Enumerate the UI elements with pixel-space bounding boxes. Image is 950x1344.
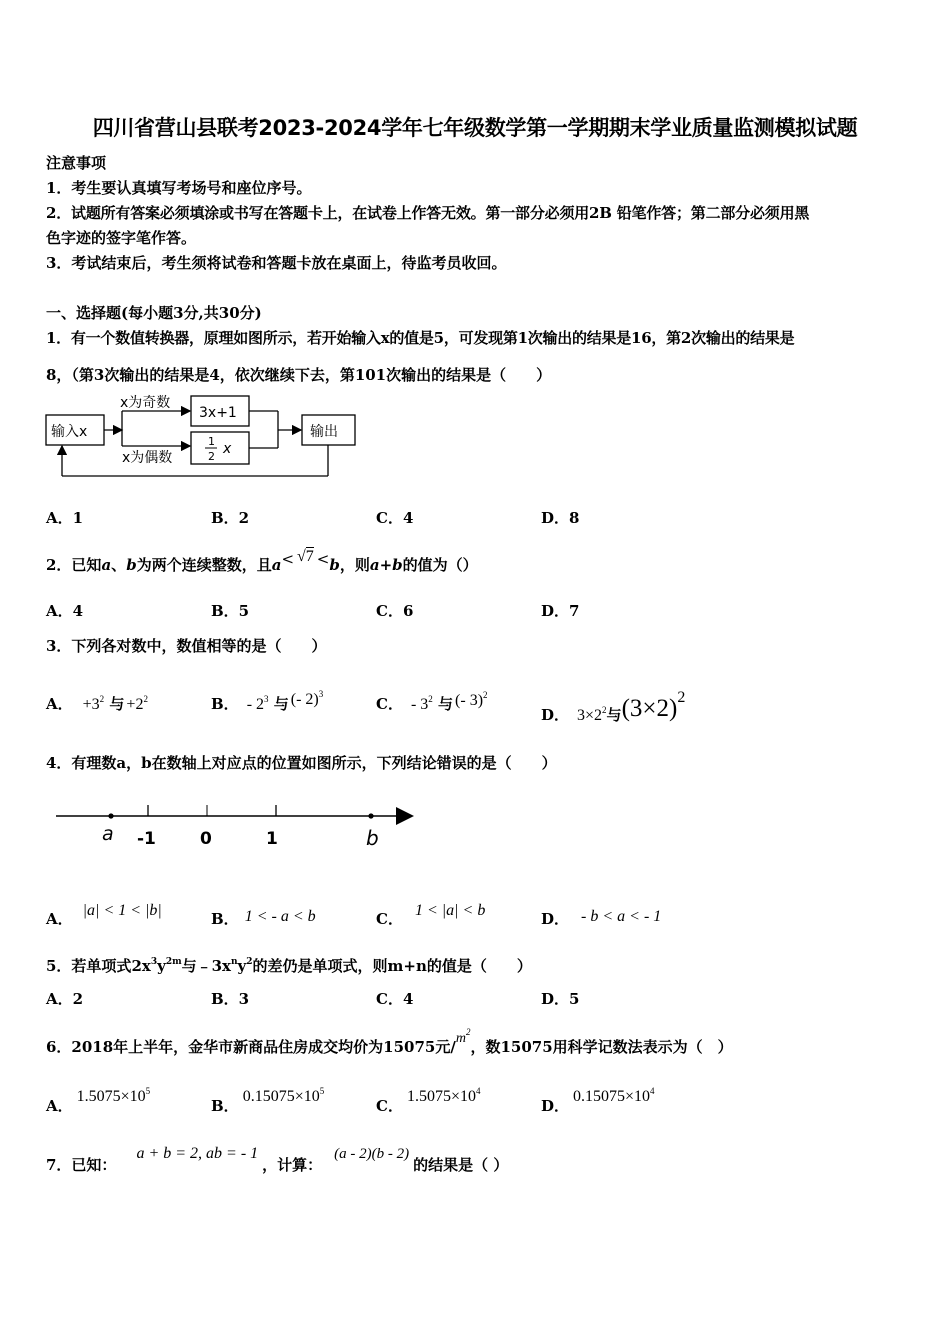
label-minus-1: -1 xyxy=(137,829,156,849)
q3-option-d: D． $3\times 2^2$与$(3\times 2)^2$ xyxy=(541,689,686,724)
question-6: 6．2018年上半年，金华市新商品住房成交均价为15075元$/m^2$，数15075用科学记数法表示为（ ） xyxy=(46,1027,733,1056)
q6-option-b: B．$0.15075\times 10^5$ xyxy=(211,1086,325,1115)
q5-option-d: D．5 xyxy=(541,990,580,1008)
q2-option-b: B．5 xyxy=(211,602,250,620)
q5-option-a: A．2 xyxy=(46,990,84,1008)
q2-option-a: A．4 xyxy=(46,602,84,620)
q2-text: 、 xyxy=(111,556,127,574)
even-condition-label: x为偶数 xyxy=(122,450,173,466)
q5-option-b: B．3 xyxy=(211,990,250,1008)
q3-option-c: C． - $3^2$ 与 (- 3)$^2$ xyxy=(376,690,488,713)
question-4: 4．有理数a，b在数轴上对应点的位置如图所示，下列结论错误的是（ ） xyxy=(46,754,557,772)
sqrt-7: √7 xyxy=(297,548,314,565)
q2-var-b: b xyxy=(329,556,340,574)
number-line-arrow xyxy=(396,807,414,825)
question-1-line-1: 1．有一个数值转换器，原理如图所示，若开始输入x的值是5，可发现第1次输出的结果是16，第2次输出的结果是 xyxy=(46,329,795,347)
point-b xyxy=(368,813,373,818)
even-operation-box xyxy=(191,432,249,464)
number-line-figure xyxy=(50,795,420,855)
q5-option-c: C．4 xyxy=(376,990,414,1008)
q2-var-b: b xyxy=(126,556,137,574)
q2-less-than: < xyxy=(281,550,295,568)
notice-item: 2．试题所有答案必须填涂或书写在答题卡上，在试卷上作答无效。第一部分必须用2B 铅笔作答；第二部分必须用黑 xyxy=(46,204,810,222)
question-7: 7．已知：a + b = 2, ab = - 1，计算：(a - 2)(b - 2)的结果是（ ） xyxy=(46,1145,509,1174)
label-a: a xyxy=(102,823,114,845)
q6-option-c: C．$1.5075\times 10^4$ xyxy=(376,1086,481,1115)
page-title: 四川省营山县联考2023-2024学年七年级数学第一学期期末学业质量监测模拟试题 xyxy=(92,116,858,140)
notice-item: 色字迹的签字笔作答。 xyxy=(46,229,197,247)
q4-option-b: B． 1 < - a < b xyxy=(211,908,316,928)
point-a xyxy=(108,813,113,818)
notice-heading: 注意事项 xyxy=(46,154,107,172)
q1-option-a: A．1 xyxy=(46,509,84,527)
label-b: b xyxy=(366,826,379,850)
q2-less-than: < xyxy=(316,550,330,568)
notice-item: 3．考试结束后，考生须将试卷和答题卡放在桌面上，待监考员收回。 xyxy=(46,254,507,272)
odd-condition-label: x为奇数 xyxy=(120,395,171,411)
question-3: 3．下列各对数中，数值相等的是（ ） xyxy=(46,637,327,655)
q1-option-b: B．2 xyxy=(211,509,250,527)
q7-condition: a + b = 2, ab = - 1 xyxy=(136,1145,259,1162)
q6-option-d: D．$0.15075\times 10^4$ xyxy=(541,1086,655,1115)
q2-var-a: a xyxy=(271,556,282,574)
q4-option-d: D． - b < a < - 1 xyxy=(541,908,662,928)
q2-var-a: a xyxy=(101,556,112,574)
odd-operation-label: 3x+1 xyxy=(199,405,237,421)
output-label: 输出 xyxy=(310,424,338,440)
q2-sum: a+b xyxy=(369,556,403,574)
fraction-numerator: 1 xyxy=(208,435,215,448)
q2-text: 为两个连续整数，且 xyxy=(136,556,272,574)
q4-option-c: C． 1 < |a| < b xyxy=(376,902,486,928)
q1-option-d: D．8 xyxy=(541,509,580,527)
unit-square-meter: $m^2$ xyxy=(455,1027,471,1046)
q3-option-b: B． - $2^3$ 与 (- 2)$^3$ xyxy=(211,689,324,713)
q2-text: 2．已知 xyxy=(46,556,102,574)
q2-option-c: C．6 xyxy=(376,602,414,620)
section-heading: 一、选择题(每小题3分,共30分) xyxy=(46,304,262,322)
q2-text: ，则 xyxy=(339,556,370,574)
notice-item: 1．考生要认真填写考场号和座位序号。 xyxy=(46,179,312,197)
fraction-variable: x xyxy=(223,441,232,457)
q3-option-a: A． $+3^2$ 与 $+2^2$ xyxy=(46,694,148,713)
q6-option-a: A．$1.5075\times 10^5$ xyxy=(46,1086,151,1115)
q2-option-d: D．7 xyxy=(541,602,580,620)
converter-flow-diagram xyxy=(40,388,370,483)
question-1-line-2: 8，（第3次输出的结果是4，依次继续下去，第101次输出的结果是（ ） xyxy=(46,366,552,384)
fraction-denominator: 2 xyxy=(208,450,215,463)
input-label: 输入x xyxy=(51,424,88,440)
q2-text: 的值为（） xyxy=(402,556,478,574)
question-2 xyxy=(46,548,478,575)
question-5: 5．若单项式$2x^3y^{2m}$与$﹣3x^ny^2$的差仍是单项式，则m+n的值是（ ） xyxy=(46,957,532,975)
label-1: 1 xyxy=(266,829,278,849)
label-0: 0 xyxy=(200,829,212,849)
q7-expression: (a - 2)(b - 2) xyxy=(334,1146,410,1162)
q1-option-c: C．4 xyxy=(376,509,414,527)
q4-option-a: A． |a| < 1 < |b| xyxy=(46,902,162,928)
